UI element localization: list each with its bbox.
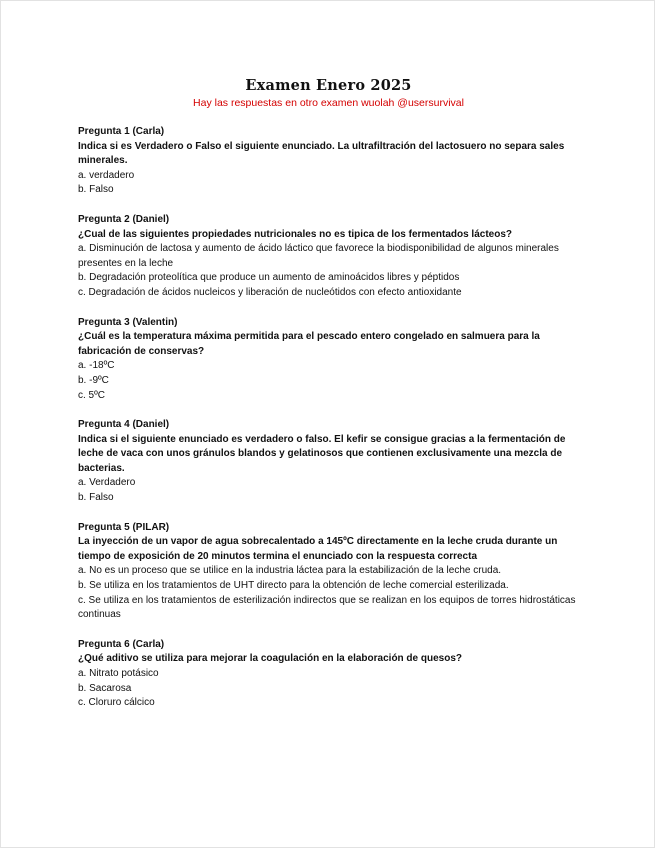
question-1 (78, 125, 578, 198)
question-text: Indica si el siguiente enunciado es verdadero o falso. El kefir se consigue gracias a la fermentación de leche de vaca con unos gránulos blandos y gelatinosos que contienen exclusivamente una mezcla de bacterias. (78, 433, 566, 474)
answer-option: c. Degradación de ácidos nucleicos y liberación de nucleótidos con efecto antioxidante (78, 286, 462, 298)
answer-option: a. -18ºC (78, 360, 115, 372)
question-text: ¿Cuál es la temperatura máxima permitida para el pescado entero congelado en salmuera para la fabricación de conservas? (78, 331, 540, 357)
answer-option: c. 5ºC (78, 389, 105, 401)
question-5 (78, 521, 578, 623)
question-header: Pregunta 1 (Carla) (78, 126, 165, 137)
question-6 (78, 638, 578, 711)
answer-option: b. Falso (78, 184, 114, 196)
answer-option: c. Se utiliza en los tratamientos de esterilización indirectos que se realizan en los equipos de torres hidrostáticas continuas (78, 594, 576, 621)
question-header: Pregunta 3 (Valentin) (78, 316, 178, 328)
answer-option: c. Cloruro cálcico (78, 697, 155, 709)
question-text: ¿Qué aditivo se utiliza para mejorar la coagulación en la elaboración de quesos? (78, 653, 462, 665)
question-3 (78, 316, 578, 404)
answer-option: b. Degradación proteolítica que produce un aumento de aminoácidos libres y péptidos (78, 272, 460, 284)
answer-option: b. Falso (78, 492, 114, 504)
questions-list (78, 125, 578, 726)
question-text: Indica si es Verdadero o Falso el siguiente enunciado. La ultrafiltración del lactosuero no separa sales minerales. (78, 140, 565, 167)
answer-option: a. Disminución de lactosa y aumento de ácido láctico que favorece la biodisponibilidad de algunos minerales presentes en la leche (78, 243, 559, 269)
question-header: Pregunta 2 (Daniel) (78, 213, 170, 225)
answer-option: b. Se utiliza en los tratamientos de UHT directo para la obtención de leche comercial esterilizada. (78, 580, 509, 592)
question-text: La inyección de un vapor de agua sobrecalentado a 145ºC directamente en la leche cruda durante un tiempo de exposición de 20 minutos termina el enunciado con la respuesta correcta (78, 536, 558, 562)
exam-subtitle: Hay las respuestas en otro examen wuolah @usersurvival (193, 97, 464, 109)
answer-option: a. verdadero (78, 169, 135, 181)
question-header: Pregunta 5 (PILAR) (78, 521, 170, 533)
answer-option: a. Nitrato potásico (78, 668, 159, 679)
answer-option: a. No es un proceso que se utilice en la industria láctea para la estabilización de la leche cruda. (78, 565, 502, 577)
answer-option: b. -9ºC (78, 374, 109, 386)
question-2 (78, 213, 578, 301)
answer-option: b. Sacarosa (78, 682, 132, 694)
question-4 (78, 418, 578, 506)
exam-title: Examen Enero 2025 (245, 77, 412, 94)
question-header: Pregunta 4 (Daniel) (78, 419, 170, 431)
question-text: ¿Cual de las siguientes propiedades nutricionales no es tipica de los fermentados lácteos? (78, 228, 513, 240)
answer-option: a. Verdadero (78, 477, 136, 489)
question-header: Pregunta 6 (Carla) (78, 638, 165, 650)
